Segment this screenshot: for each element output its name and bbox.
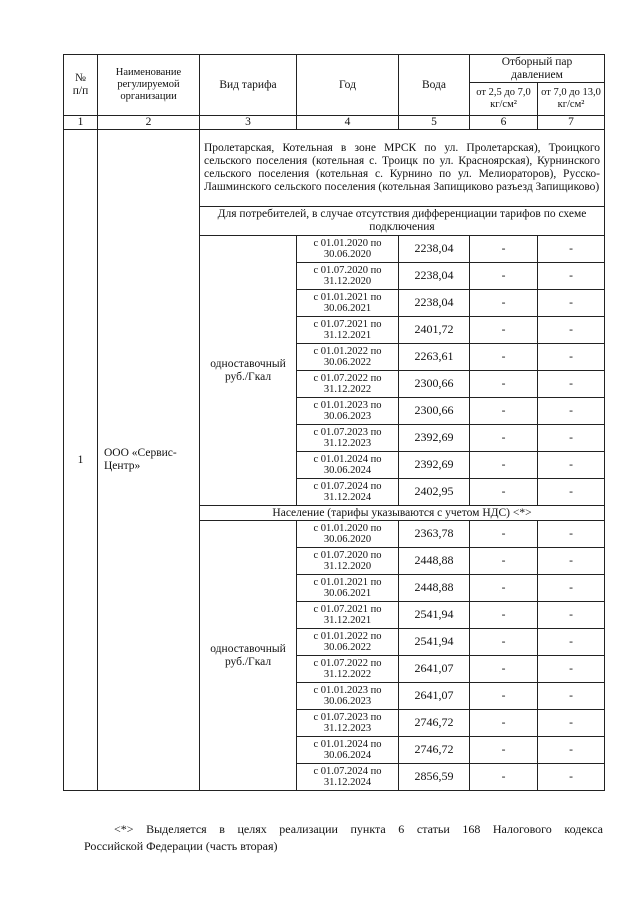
footnote (84, 821, 603, 855)
water-value: 2402,95 (399, 479, 470, 506)
period-cell: с 01.07.2024 по 31.12.2024 (297, 764, 399, 791)
steam-low-value: - (470, 479, 538, 506)
steam-low-value: - (470, 371, 538, 398)
period-cell: с 01.07.2022 по 31.12.2022 (297, 656, 399, 683)
footnote-line-2: Российской Федерации (часть вторая) (84, 838, 278, 853)
organization-name: ООО «Сервис-Центр» (98, 130, 200, 791)
steam-high-value: - (538, 737, 605, 764)
steam-low-value: - (470, 521, 538, 548)
period-cell: с 01.07.2023 по 31.12.2023 (297, 710, 399, 737)
steam-low-value: - (470, 602, 538, 629)
period-cell: с 01.01.2024 по 30.06.2024 (297, 737, 399, 764)
steam-low-value: - (470, 764, 538, 791)
water-value: 2641,07 (399, 656, 470, 683)
water-value: 2541,94 (399, 629, 470, 656)
steam-high-value: - (538, 290, 605, 317)
steam-high-value: - (538, 452, 605, 479)
header-org: Наименование регулируемой организации (98, 55, 200, 116)
steam-low-value: - (470, 236, 538, 263)
water-value: 2363,78 (399, 521, 470, 548)
col-number: 5 (399, 116, 470, 130)
water-value: 2448,88 (399, 548, 470, 575)
section-title: Население (тарифы указываются с учетом НДС) <*> (200, 506, 605, 521)
steam-low-value: - (470, 548, 538, 575)
steam-high-value: - (538, 479, 605, 506)
steam-high-value: - (538, 683, 605, 710)
period-cell: с 01.07.2021 по 31.12.2021 (297, 602, 399, 629)
steam-high-value: - (538, 656, 605, 683)
period-cell: с 01.01.2021 по 30.06.2021 (297, 575, 399, 602)
steam-high-value: - (538, 398, 605, 425)
steam-low-value: - (470, 317, 538, 344)
steam-high-value: - (538, 371, 605, 398)
period-cell: с 01.01.2022 по 30.06.2022 (297, 629, 399, 656)
col-number: 6 (470, 116, 538, 130)
steam-low-value: - (470, 710, 538, 737)
col-number: 1 (64, 116, 98, 130)
steam-low-value: - (470, 425, 538, 452)
water-value: 2300,66 (399, 371, 470, 398)
water-value: 2392,69 (399, 425, 470, 452)
steam-low-value: - (470, 656, 538, 683)
water-value: 2541,94 (399, 602, 470, 629)
water-value: 2238,04 (399, 236, 470, 263)
tariff-type-cell: одноставочный руб./Гкал (200, 236, 297, 506)
steam-high-value: - (538, 575, 605, 602)
steam-low-value: - (470, 683, 538, 710)
steam-low-value: - (470, 737, 538, 764)
col-number: 3 (200, 116, 297, 130)
period-cell: с 01.07.2020 по 31.12.2020 (297, 548, 399, 575)
period-cell: с 01.01.2023 по 30.06.2023 (297, 683, 399, 710)
steam-low-value: - (470, 452, 538, 479)
steam-high-value: - (538, 263, 605, 290)
water-value: 2641,07 (399, 683, 470, 710)
period-cell: с 01.01.2020 по 30.06.2020 (297, 521, 399, 548)
period-cell: с 01.01.2023 по 30.06.2023 (297, 398, 399, 425)
steam-high-value: - (538, 764, 605, 791)
period-cell: с 01.07.2024 по 31.12.2024 (297, 479, 399, 506)
period-cell: с 01.07.2022 по 31.12.2022 (297, 371, 399, 398)
steam-low-value: - (470, 629, 538, 656)
steam-high-value: - (538, 344, 605, 371)
locations-text: Пролетарская, Котельная в зоне МРСК по ул. Пролетарская), Троицкого сельского поселения (котельная с. Троицк по ул. Красноярская), Курнинского сельского поселения (котельная с. Курнино по ул. Мелиораторов), Русско-Лашминского сельского поселения (котельная Запищиково разъезд Запищиково) (200, 130, 605, 207)
water-value: 2746,72 (399, 737, 470, 764)
period-cell: с 01.01.2022 по 30.06.2022 (297, 344, 399, 371)
period-cell: с 01.01.2021 по 30.06.2021 (297, 290, 399, 317)
steam-high-value: - (538, 710, 605, 737)
row-number: 1 (64, 130, 98, 791)
steam-low-value: - (470, 344, 538, 371)
period-cell: с 01.07.2023 по 31.12.2023 (297, 425, 399, 452)
water-value: 2263,61 (399, 344, 470, 371)
water-value: 2238,04 (399, 263, 470, 290)
water-value: 2856,59 (399, 764, 470, 791)
water-value: 2448,88 (399, 575, 470, 602)
steam-high-value: - (538, 236, 605, 263)
steam-low-value: - (470, 398, 538, 425)
col-number: 2 (98, 116, 200, 130)
water-value: 2746,72 (399, 710, 470, 737)
water-value: 2238,04 (399, 290, 470, 317)
period-cell: с 01.01.2020 по 30.06.2020 (297, 236, 399, 263)
steam-high-value: - (538, 425, 605, 452)
period-cell: с 01.01.2024 по 30.06.2024 (297, 452, 399, 479)
steam-high-value: - (538, 317, 605, 344)
steam-high-value: - (538, 548, 605, 575)
header-year: Год (297, 55, 399, 116)
steam-low-value: - (470, 263, 538, 290)
steam-high-value: - (538, 521, 605, 548)
water-value: 2300,66 (399, 398, 470, 425)
steam-low-value: - (470, 575, 538, 602)
tariff-table (63, 54, 605, 791)
header-steam-high: от 7,0 до 13,0 кг/см² (538, 83, 605, 116)
header-steam: Отборный пар давлением (470, 55, 605, 83)
col-number: 4 (297, 116, 399, 130)
period-cell: с 01.07.2020 по 31.12.2020 (297, 263, 399, 290)
steam-high-value: - (538, 602, 605, 629)
steam-low-value: - (470, 290, 538, 317)
steam-high-value: - (538, 629, 605, 656)
water-value: 2401,72 (399, 317, 470, 344)
col-number: 7 (538, 116, 605, 130)
header-tariff-type: Вид тарифа (200, 55, 297, 116)
tariff-type-cell: одноставочный руб./Гкал (200, 521, 297, 791)
footnote-line-1: <*> Выделяется в целях реализации пункта 6 статьи 168 Налогового кодекса (114, 822, 603, 836)
header-water: Вода (399, 55, 470, 116)
header-num: № п/п (64, 55, 98, 116)
period-cell: с 01.07.2021 по 31.12.2021 (297, 317, 399, 344)
water-value: 2392,69 (399, 452, 470, 479)
header-steam-low: от 2,5 до 7,0 кг/см² (470, 83, 538, 116)
section-title: Для потребителей, в случае отсутствия дифференциации тарифов по схеме подключения (200, 207, 605, 236)
